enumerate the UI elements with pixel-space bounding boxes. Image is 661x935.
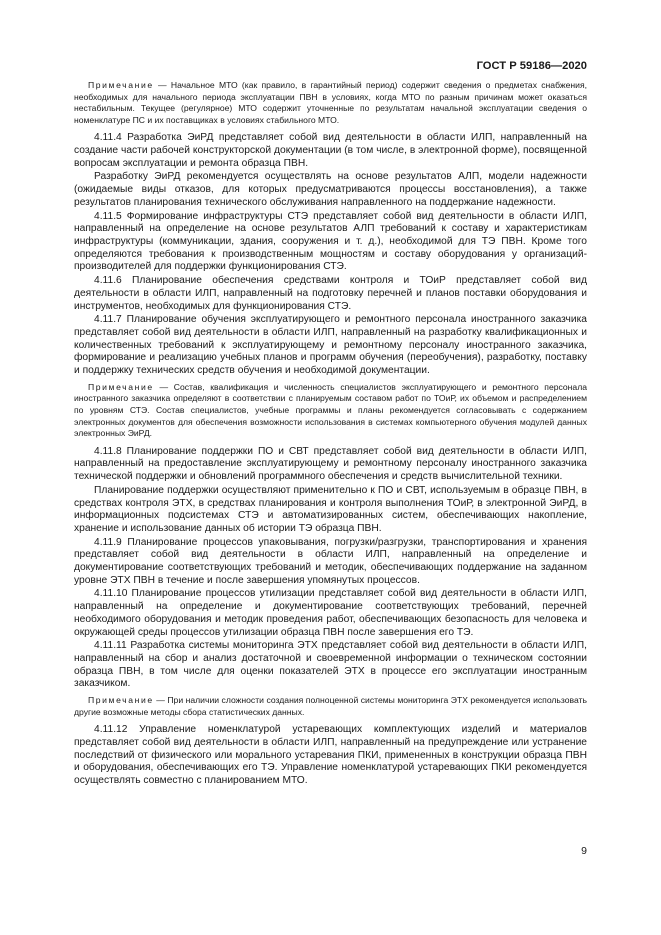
note-mto — [74, 80, 587, 126]
paragraph-4-11-11: 4.11.11 Разработка системы мониторинга ЭТХ представляет собой вид деятельности в области ИЛП, направленный на сбор и анализ достаточной и своевременной информации о техническом состоянии образца ПВН, в том числе для оценки показателей ЭТХ в процессе его эксплуатации иностранным заказчиком. — [74, 640, 587, 690]
page-number: 9 — [581, 845, 587, 857]
note-monitoring — [74, 695, 587, 718]
note-label: Примечание — [88, 80, 154, 90]
note-text: — Начальное МТО (как правило, в гарантийный период) содержит сведения о предметах снабжения, необходимых для начального периода эксплуатации ПВН в условиях, когда МТО по разным причинам может оказаться нестабильным. Текущее (регулярное) МТО содержит уточненные по результатам начальной эксплуатации сведения о номенклатуре ПС и их поставщиках в условиях стабильного МТО. — [74, 80, 588, 125]
paragraph-4-11-9: 4.11.9 Планирование процессов упаковывания, погрузки/разгрузки, транспортирования и хранения представляет собой вид деятельности в области ИЛП, направленный на определение и документирование соответствующих требований и методик, обеспечивающих поддержание на заданном уровне ЭТХ ПВН в течение и после завершения упомянутых процессов. — [74, 536, 587, 586]
paragraph-4-11-7: 4.11.7 Планирование обучения эксплуатирующего и ремонтного персонала иностранного заказчика представляет собой вид деятельности в области ИЛП, направленный на разработку квалификационных и количественных требований к эксплуатирующему и ремонтному персоналу иностранного заказчика, формирование и реализацию учебных планов и программ обучения (переобучения), разработку, поставку и поддержку технических средств обучения и необходимой документации. — [74, 314, 587, 377]
note-text: — При наличии сложности создания полноценной системы мониторинга ЭТХ рекомендуется использовать другие возможные методы сбора статистических данных. — [74, 695, 587, 717]
paragraph-4-11-8: 4.11.8 Планирование поддержки ПО и СВТ представляет собой вид деятельности в области ИЛП, направленный на предоставление эксплуатирующему и ремонтному персоналу иностранного заказчика технической поддержки и обновлений программного обеспечения и средств вычислительной техники. — [74, 445, 587, 483]
note-label: Примечание — [88, 695, 154, 706]
standard-designation: ГОСТ Р 59186—2020 — [476, 60, 587, 72]
paragraph-4-11-12: 4.11.12 Управление номенклатурой устаревающих комплектующих изделий и материалов представляет собой вид деятельности в области ИЛП, направленный на предупреждение или устранение последствий от физического или морального устаревания ПКИ, примененных в конструкции образца ПВН и оборудования, обеспечивающих его ТЭ. Управление номенклатурой устаревающих ПКИ рекомендуется осуществлять совместно с планированием МТО. — [74, 724, 587, 787]
note-label: Примечание — [88, 381, 154, 392]
paragraph-4-11-4-cont: Разработку ЭиРД рекомендуется осуществлять на основе результатов АЛП, модели надежности (ожидаемые виды отказов, для которых предусматриваются процессы восстановления), а также результатов планирования технического обслуживания направленного на поддержание надежности. — [74, 171, 587, 208]
paragraph-4-11-6: 4.11.6 Планирование обеспечения средствами контроля и ТОиР представляет собой вид деятельности в области ИЛП, направленный на подготовку перечней и планов поставки оборудования и инструментов, необходимых для функционирования СТЭ. — [74, 275, 587, 312]
paragraph-4-11-8-cont: Планирование поддержки осуществляют применительно к ПО и СВТ, используемым в образце ПВН, в средствах контроля ЭТХ, в средствах планирования и контроля выполнения ТОиР, в электронной ЭиРД, в информационных подсистемах СТЭ и автоматизированных систем, обеспечивающих накопление, хранение и использование данных об истории ТЭ образца ПВН. — [74, 484, 587, 534]
note-personnel — [74, 382, 587, 440]
note-text: — Состав, квалификация и численность специалистов эксплуатирующего и ремонтного персонала иностранного заказчика определяют в соответствии с планируемым составом работ по ТОиР, их объемом и распределением по уровням СТЭ. Состав специалистов, учебные программы и планы рекомендуется согласовывать с содержанием электронных документов для обеспечения возможности использования в системах компьютерного обучения модулей данных электронных ЭиРД. — [74, 381, 587, 439]
paragraph-4-11-5: 4.11.5 Формирование инфраструктуры СТЭ представляет собой вид деятельности в области ИЛП, направленный на определение на основе результатов АЛП требований к составу и характеристикам инфраструктуры (коммуникации, здания, сооружения и т. д.), необходимой для ТЭ ПВН. Кроме того определяются требования к производственным мощностям и составу оборудования у организаций-производителей для поддержки функционирования СТЭ. — [74, 210, 587, 273]
paragraph-4-11-4: 4.11.4 Разработка ЭиРД представляет собой вид деятельности в области ИЛП, направленный на создание части рабочей конструкторской документации (в том числе, в электронной форме), посвященной вопросам эксплуатации и ремонта образца ПВН. — [74, 132, 587, 169]
paragraph-4-11-10: 4.11.10 Планирование процессов утилизации представляет собой вид деятельности в области ИЛП, направленный на определение и документирование соответствующих требований, перечней необходимого оборудования и методик проведения работ, обеспечивающих безопасность для человека и окружающей среды процессов утилизации образца ПВН после завершения его ТЭ. — [74, 588, 587, 638]
